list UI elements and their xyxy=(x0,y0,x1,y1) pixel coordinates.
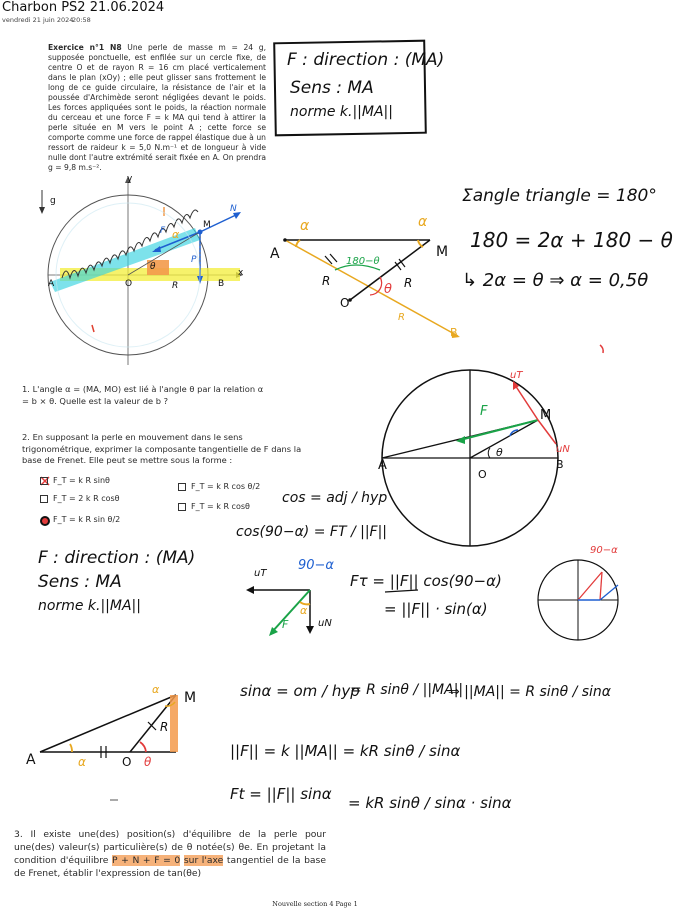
vec-label-F: F xyxy=(282,618,289,631)
bt-label-alpha2: α xyxy=(152,683,160,696)
label-N: N xyxy=(230,204,237,214)
note-ft-final2: = kR sinθ / sinα · sinα xyxy=(348,794,512,812)
tri-label-theta: θ xyxy=(384,282,392,297)
note-ft-eq2: = ||F|| · sin(α) xyxy=(384,600,488,618)
exercise-label: Exercice n°1 N8 xyxy=(48,43,122,52)
question-3 xyxy=(14,828,326,880)
question-1-number: 1. xyxy=(22,384,30,394)
note-f-norm: ||F|| = k ||MA|| = kR sinθ / sinα xyxy=(230,742,461,760)
note-eq1: 180 = 2α + 180 − θ xyxy=(470,228,673,252)
note-sin-eq: sinα = om / hyp xyxy=(240,682,360,700)
label-alpha: α xyxy=(172,228,180,241)
note-sin-eq2: = R sinθ / ||MA|| xyxy=(350,682,464,698)
bt-label-A: A xyxy=(26,752,36,768)
circle-label-ut: uT xyxy=(510,370,523,381)
label-F: F xyxy=(160,226,166,236)
option-1[interactable] xyxy=(40,476,110,485)
vec-label-alpha: α xyxy=(300,604,308,617)
note-box-line3: norme k.||MA|| xyxy=(290,104,393,120)
note-ft-final: Ft = ||F|| sinα xyxy=(230,785,332,803)
question-1 xyxy=(22,384,272,407)
question-2-number: 2. xyxy=(22,432,30,442)
note-cos-def: cos = adj / hyp xyxy=(282,490,388,506)
page-footer: Nouvelle section 4 Page 1 xyxy=(272,900,358,908)
question-2 xyxy=(22,432,314,467)
tri-label-R1: R xyxy=(322,274,331,288)
option-2-label: F_T = k R cos θ/2 xyxy=(191,482,261,491)
note-box-line2: Sens : MA xyxy=(290,78,374,98)
note-ma-eq: ⇒ ||MA|| = R sinθ / sinα xyxy=(448,684,612,700)
label-O: O xyxy=(125,279,133,289)
circle-label-F: F xyxy=(480,404,488,419)
option-1-label: F_T = k R sinθ xyxy=(53,476,110,485)
option-3-checkbox[interactable] xyxy=(40,495,48,503)
circle-label-B: B xyxy=(556,458,564,471)
small-circle-label: 90−α xyxy=(590,545,618,556)
circle-label-un: uN xyxy=(556,444,570,455)
label-P: P xyxy=(191,255,197,265)
tri-label-angle: 180−θ xyxy=(346,256,380,267)
note-mid-line1: F : direction : (MA) xyxy=(38,548,196,568)
vec-label-angle: 90−α xyxy=(298,558,335,573)
tri-label-A: A xyxy=(270,246,280,262)
option-2-checkbox[interactable] xyxy=(178,483,186,491)
tri-label-alpha1: α xyxy=(300,218,310,234)
tri-label-O: O xyxy=(340,296,350,310)
question-2-text: En supposant la perle en mouvement dans le sens trigonométrique, exprimer la composante tangentielle de F dans la base de Frenet. Elle peut se mettre sous la forme : xyxy=(22,432,302,465)
vec-label-ut: uT xyxy=(254,568,267,579)
exercise-text: Une perle de masse m = 24 g, supposée ponctuelle, est enfilée sur un cercle fixe, de centre O et de rayon R = 16 cm placé verticalement dans le plan (xOy) ; elle peut glisser sans frottement le long de ce guide circulaire, la résistance de l'air et la poussée d'Archimède seront négligées devant le poids. Les forces appliquées sont le poids, la réaction normale du cerceau et une force F = k MA qui tend à attirer la perle située en M vers le point A ; cette force se comporte comme une force de rappel élastique due à un ressort de raideur k = 5,0 N.m⁻¹ et de longueur à vide nulle dont l'autre extrémité serait fixée en A. On prendra g = 9,8 m.s⁻². xyxy=(48,43,266,172)
note-mid-line2: Sens : MA xyxy=(38,572,122,592)
note-cos-eq: cos(90−α) = FT / ||F|| xyxy=(236,524,388,540)
label-B: B xyxy=(218,279,225,289)
note-eq2: ↳ 2α = θ ⇒ α = 0,5θ xyxy=(462,270,649,291)
page-title: Charbon PS2 21.06.2024 xyxy=(2,0,165,15)
tri-label-R2: R xyxy=(404,276,413,290)
bt-label-alpha: α xyxy=(78,755,86,769)
question-3-number: 3. xyxy=(14,829,23,840)
page-date: vendredi 21 juin 2024 xyxy=(2,16,74,24)
circle-label-theta: θ xyxy=(496,446,503,459)
label-R: R xyxy=(172,281,179,291)
label-g: g xyxy=(50,196,56,206)
note-mid-line3: norme k.||MA|| xyxy=(38,598,141,614)
bt-label-M: M xyxy=(184,690,197,706)
note-ft-eq1: Fτ = ||F|| cos(90−α) xyxy=(350,572,502,590)
bt-label-theta: θ xyxy=(144,755,152,769)
tri-label-B: B xyxy=(450,326,458,339)
tri-label-M: M xyxy=(436,244,449,260)
label-x: x xyxy=(238,268,244,278)
question-3-text-b: P + N + F = 0 xyxy=(112,855,181,866)
option-4-label: F_T = k R cosθ xyxy=(191,502,250,511)
label-M: M xyxy=(203,220,211,230)
question-3-text-d: tangentiel de la base de Frenet, établir l'expression de tan(θe) xyxy=(14,855,326,879)
label-theta: θ xyxy=(150,262,156,272)
bt-label-R: R xyxy=(160,720,169,734)
question-3-text-c: sur l'axe xyxy=(183,855,224,866)
tri-label-alpha2: α xyxy=(418,214,428,230)
option-4-checkbox[interactable] xyxy=(178,503,186,511)
circle-label-A: A xyxy=(378,458,387,473)
option-3[interactable] xyxy=(40,494,120,503)
note-box-line1: F : direction : (MA) xyxy=(287,50,445,70)
option-5-checkbox[interactable] xyxy=(40,516,48,524)
triangle-sketch xyxy=(283,238,460,338)
option-5[interactable] xyxy=(40,515,120,524)
note-triangle-sum: Σangle triangle = 180° xyxy=(462,186,657,206)
option-4[interactable] xyxy=(178,502,250,511)
question-3-text-a: Il existe une(des) position(s) d'équilibre de la perle pour une(des) valeur(s) particulière(s) de θ notée(s) θe. En projetant la condition d'équilibre xyxy=(14,829,327,866)
bottom-triangle xyxy=(40,695,178,758)
label-y: y xyxy=(127,174,133,184)
option-2[interactable] xyxy=(178,482,260,491)
option-3-label: F_T = 2 k R cosθ xyxy=(53,494,120,503)
label-A: A xyxy=(48,279,55,289)
option-1-checkbox[interactable] xyxy=(40,477,48,485)
question-1-text: L'angle α = (MA, MO) est lié à l'angle θ par la relation α = b × θ. Quelle est la valeur de b ? xyxy=(22,384,264,406)
bt-label-O: O xyxy=(122,755,132,769)
circle-label-O: O xyxy=(478,468,487,481)
small-circle xyxy=(538,560,618,640)
vec-label-un: uN xyxy=(318,618,332,629)
page-time: 20:58 xyxy=(72,16,91,24)
circle-label-M: M xyxy=(540,408,552,423)
tri-label-R3: R xyxy=(398,312,405,323)
option-5-label: F_T = k R sin θ/2 xyxy=(53,515,121,524)
frenet-circle xyxy=(382,345,603,546)
